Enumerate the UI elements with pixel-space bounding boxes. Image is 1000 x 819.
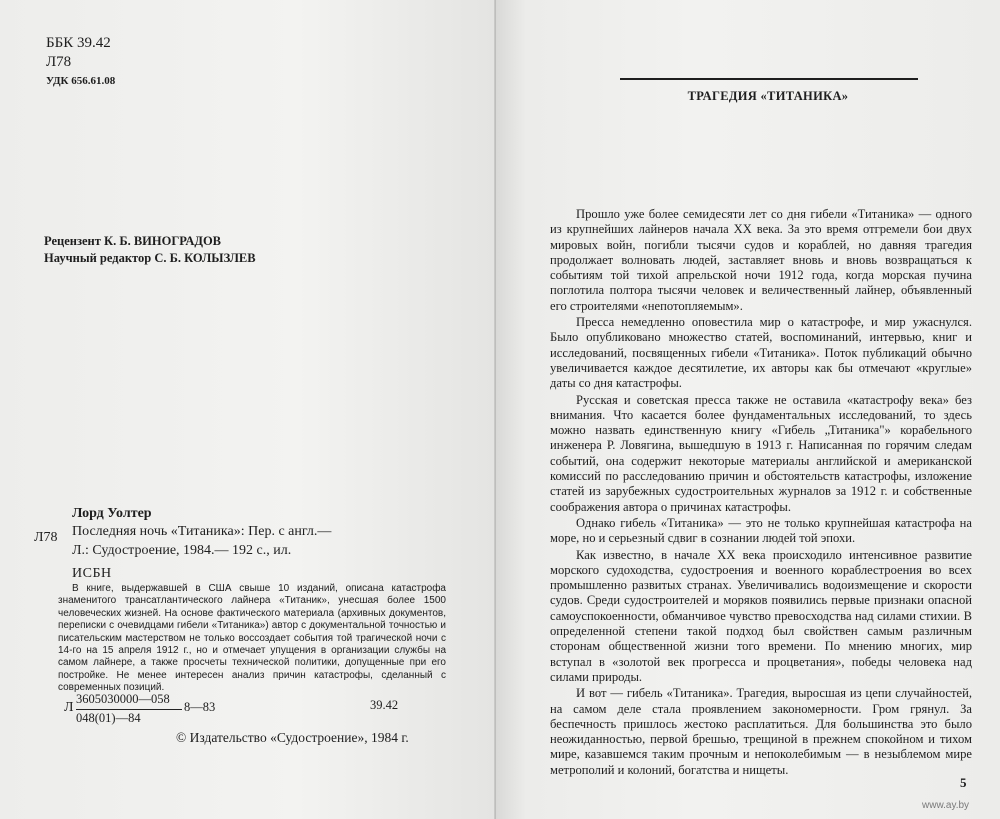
bbk-code: ББК 39.42 (46, 35, 111, 51)
index-code: Л78 (46, 54, 72, 70)
paragraph: Однако гибель «Титаника» — это не только крупнейшая катастрофа на море, но и серьезный сдвиг в сознании людей той эпохи. (550, 515, 972, 546)
citation (72, 522, 452, 560)
watermark: www.ay.by (922, 800, 970, 811)
code-denominator: 048(01)—84 (76, 711, 141, 725)
annotation: В книге, выдержавшей в США свыше 10 изданий, описана катастрофа знаменитого трансатлантического лайнера «Титаник», унесшая более 1500 человеческих жизней. На основе фактического материала (архивных документов, переписки с очевидцами гибели «Титаника») автор с документальной точностью и писательским мастерством не только воссоздает события той трагической ночи с 14-го на 15 апреля 1912 г., но и отмечает упущения в организации службы на самом лайнере, а также просчеты технической политики, допущенные при его постройке. Не менее интересен анализ причин катастрофы, сделанный с современных позиций. (58, 583, 446, 694)
citation-line-1: Последняя ночь «Титаника»: Пер. с англ.— (72, 524, 332, 539)
citation-line-2: Л.: Судостроение, 1984.— 192 с., ил. (72, 543, 292, 558)
paragraph: Как известно, в начале XX века происходило интенсивное развитие морского судоходства, судостроения и военного кораблестроения во всех промышленно развитых странах. Увеличивались водоизмещение и скорости судов. Среди судостроителей и моряков появились первые признаки опасной самоуспокоенности, обманчивое чувство превосходства над силами стихии. В определенной степени такой подход был свойствен самым различным сторонам общественной жизни того времени. По мнению многих, мир вступал в «золотой век прогресса и процветания», победы человека над силами природы. (550, 547, 972, 684)
chapter-title: ТРАГЕДИЯ «ТИТАНИКА» (687, 89, 849, 103)
paragraph: Прошло уже более семидесяти лет со дня гибели «Титаника» — одного из крупнейших лайнеров начала XX века. За это время отгремели бои двух мировых войн, погибли тысячи судов и кораблей, но давняя трагедия продолжает волновать людей, заставляет вновь и вновь возвращаться к событиям той тихой апрельской ночи 1912 года, когда морская пучина поглотила полтора тысячи человек и величественный лайнер, объявленный его строителями «непотопляемым». (550, 207, 972, 313)
credits (44, 233, 256, 267)
code-suffix: 8—83 (184, 700, 216, 714)
paragraph: Русская и советская пресса также не оставила «катастрофу века» без внимания. Что касается более фундаментальных исследований, то здесь можно назвать единственную книгу «Гибель „Титаника"» корабельного инженера Р. Ловягина, вышедшую в 1913 г. Написанная по горячим следам событий, она содержит некоторые материалы английской и американской комиссий по расследованию причин и обстоятельств катастрофы, изложение статей из зарубежных судостроительных журналов за 1912 г. и собственные соображения автора о причинах катастрофы. (550, 392, 972, 514)
citation-index: Л78 (34, 530, 58, 545)
left-page (0, 0, 496, 819)
paragraph: И вот — гибель «Титаника». Трагедия, выросшая из цепи случайностей, на самом деле стала проявлением закономерности. Гром грянул. За беспечность пришлось жестоко расплатиться. Для большинства это было неожиданностью, первой брешью, трещиной в прежнем спокойном и тихом мире, казавшемся таким прочным и непоколебимым — в незыблемом мире метрополий и колоний, богатства и нищеты. (550, 686, 972, 777)
reviewer: Рецензент К. Б. ВИНОГРАДОВ (44, 234, 222, 248)
copyright: © Издательство «Судостроение», 1984 г. (176, 730, 409, 745)
author-name: Лорд Уолтер (72, 506, 152, 521)
body-text (550, 207, 972, 779)
bibliographic-codes (46, 34, 115, 91)
udk-code: УДК 656.61.08 (46, 75, 116, 87)
isbn: ИСБН (72, 566, 112, 581)
paragraph: Пресса немедленно оповестила мир о катастрофе, и мир ужаснулся. Было опубликовано множество статей, воспоминаний, интервью, книг и исследований, посвященных гибели «Титаника». Поток публикаций обычно увеличивается каждое десятилетие, их авторы как бы отмечают «круглые» даты со дня катастрофы. (550, 315, 972, 391)
editor: Научный редактор С. Б. КОЛЫЗЛЕВ (44, 251, 256, 265)
code-numerator: 3605030000—058 (76, 692, 170, 706)
code-letter: Л (64, 700, 74, 715)
price-code: 39.42 (370, 698, 399, 712)
chapter-rule (620, 78, 918, 80)
fraction-line (76, 709, 182, 710)
page-number: 5 (960, 775, 967, 790)
